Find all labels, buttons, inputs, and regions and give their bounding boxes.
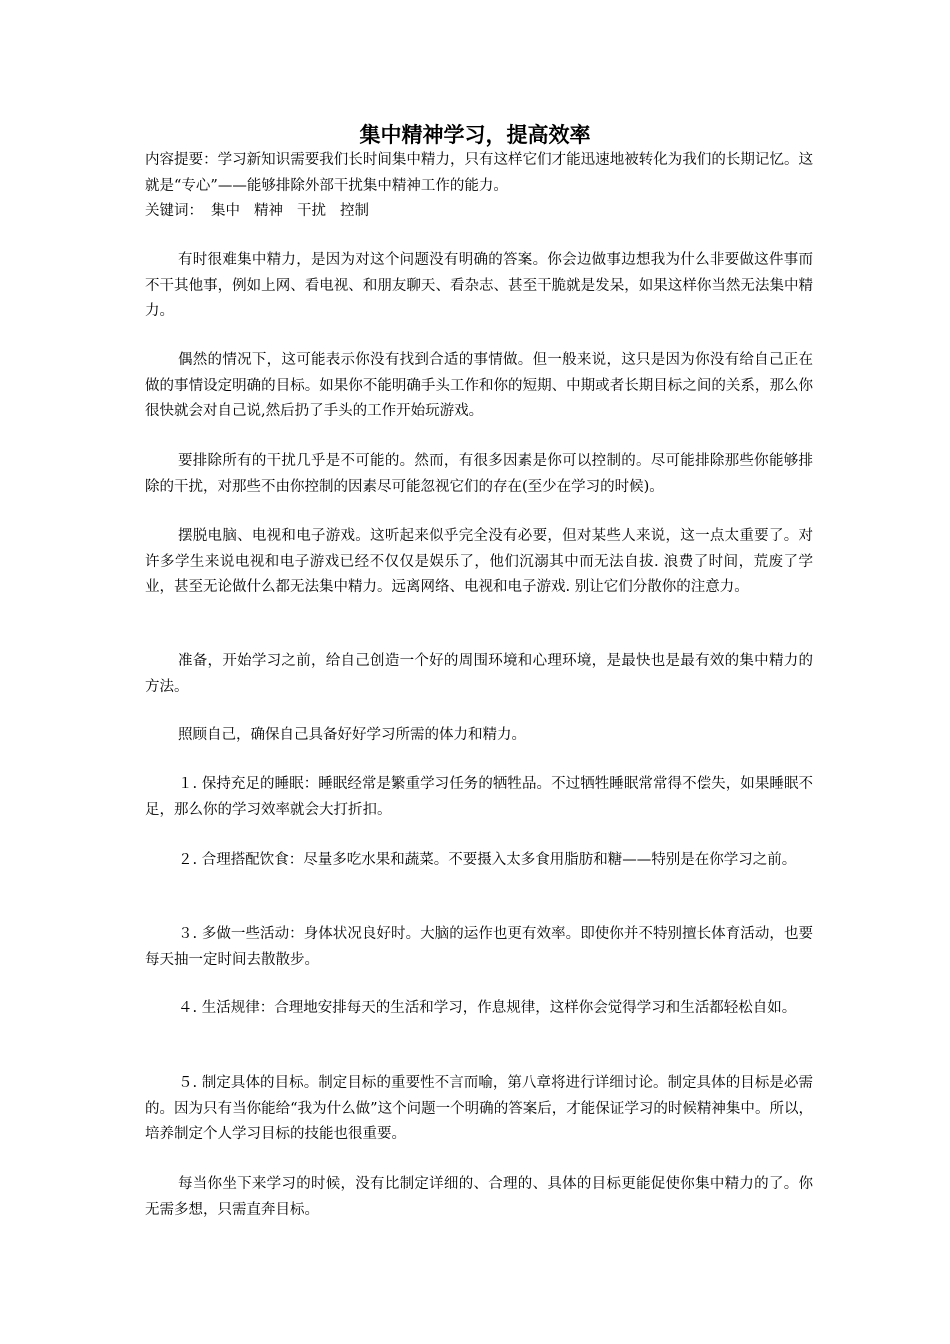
paragraph: 要排除所有的干扰几乎是不可能的。然而，有很多因素是你可以控制的。尽可能排除那些你能够排除的干扰，对那些不由你控制的因素尽可能忽视它们的存在(至少在学习的时候)。 <box>145 453 813 495</box>
paragraph: 有时很难集中精力，是因为对这个问题没有明确的答案。你会边做事边想我为什么非要做这件事而不干其他事，例如上网、看电视、和朋友聊天、看杂志、甚至干脆就是发呆，如果这样你当然无法集中精力。 <box>145 252 813 319</box>
paragraph: 偶然的情况下，这可能表示你没有找到合适的事情做。但一般来说，这只是因为你没有给自己正在做的事情设定明确的目标。如果你不能明确手头工作和你的短期、中期或者长期目标之间的关系，那么你很快就会对自己说,然后扔了手头的工作开始玩游戏。 <box>145 352 813 419</box>
paragraph: 每当你坐下来学习的时候，没有比制定详细的、合理的、具体的目标更能促使你集中精力的了。你无需多想，只需直奔目标。 <box>145 1176 813 1218</box>
list-item-sleep: １. 保持充足的睡眠：睡眠经常是繁重学习任务的牺牲品。不过牺牲睡眠常常得不偿失，如果睡眠不足，那么你的学习效率就会大打折扣。 <box>145 776 813 818</box>
paragraph: 摆脱电脑、电视和电子游戏。这听起来似乎完全没有必要，但对某些人来说，这一点太重要了。对许多学生来说电视和电子游戏已经不仅仅是娱乐了，他们沉溺其中而无法自拔. 浪费了时间，荒废了学业，甚至无论做什么都无法集中精力。远离网络、电视和电子游戏. 别让它们分散你的注意力。 <box>145 528 813 595</box>
list-item-exercise: ３. 多做一些活动：身体状况良好时。大脑的运作也更有效率。即使你并不特别擅长体育活动，也要每天抽一定时间去散散步。 <box>145 926 813 968</box>
document-title: 集中精神学习，提高效率 <box>359 123 591 147</box>
keyword: 控制 <box>340 203 369 219</box>
keyword: 集中 <box>211 203 240 219</box>
keyword: 干扰 <box>297 203 326 219</box>
list-item-diet: ２. 合理搭配饮食：尽量多吃水果和蔬菜。不要摄入太多食用脂肪和糖——特别是在你学习之前。 <box>178 852 797 868</box>
keywords-label: 关键词： <box>145 203 203 219</box>
paragraph: 照顾自己，确保自己具备好好学习所需的体力和精力。 <box>178 727 526 743</box>
list-item-routine: ４. 生活规律：合理地安排每天的生活和学习，作息规律，这样你会觉得学习和生活都轻松自如。 <box>178 1000 797 1016</box>
list-item-goals: ５. 制定具体的目标。制定目标的重要性不言而喻，第八章将进行详细讨论。制定具体的目标是必需的。因为只有当你能给“我为什么做”这个问题一个明确的答案后，才能保证学习的时候精神集中。所以，培养制定个人学习目标的技能也很重要。 <box>145 1075 813 1142</box>
keyword: 精神 <box>254 203 283 219</box>
abstract: 内容提要：学习新知识需要我们长时间集中精力，只有这样它们才能迅速地被转化为我们的长期记忆。这就是“专心”——能够排除外部干扰集中精神工作的能力。 <box>145 152 813 194</box>
keywords-line <box>145 199 813 225</box>
paragraph: 准备，开始学习之前，给自己创造一个好的周围环境和心理环境，是最快也是最有效的集中精力的方法。 <box>145 653 813 695</box>
